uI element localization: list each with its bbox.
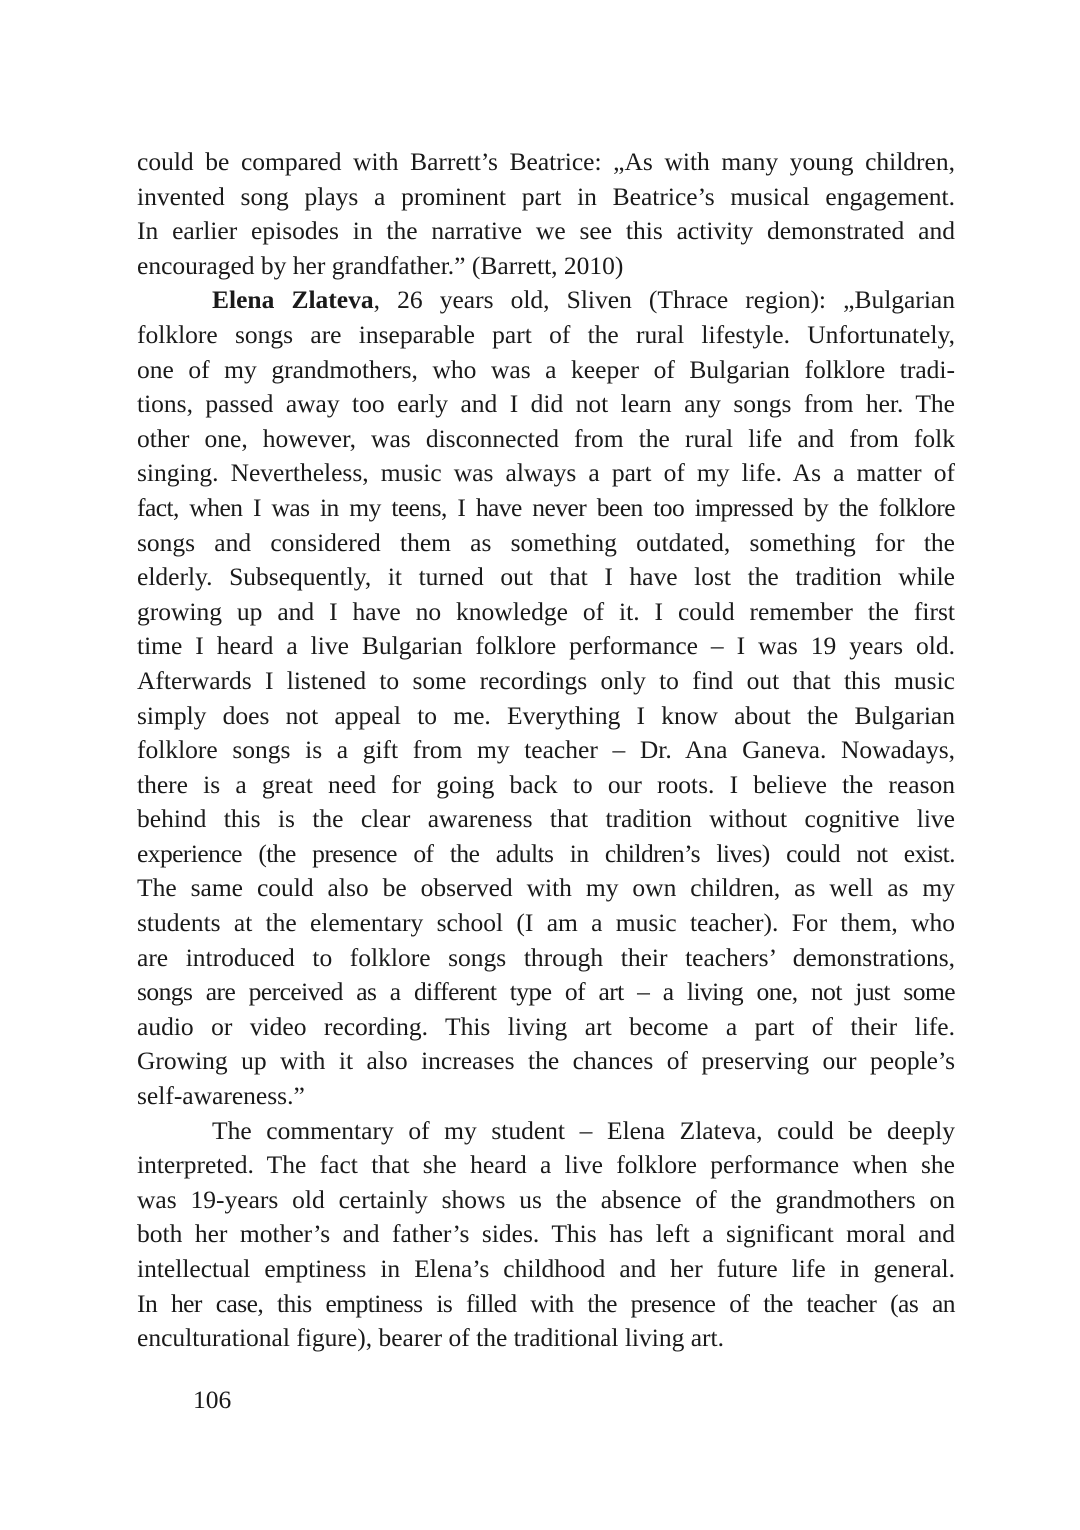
text-line — [137, 1148, 955, 1183]
text-line — [137, 629, 955, 664]
line-text: intellectual emptiness in Elena’s childhood and her future life in general. — [137, 1254, 955, 1283]
text-line — [137, 1183, 955, 1218]
text-line — [137, 733, 955, 768]
line-text: Growing up with it also increases the chances of preserving our people’s — [137, 1046, 955, 1076]
page-number: 106 — [193, 1385, 232, 1414]
line-text: , 26 years old, Sliven (Thrace region): „Bulgarian — [373, 285, 955, 315]
line-text: The same could also be observed with my own children, as well as my — [137, 873, 955, 903]
text-line — [137, 214, 955, 249]
text-line — [137, 1044, 955, 1079]
text-line — [137, 560, 955, 595]
line-text: are introduced to folklore songs through their teachers’ demonstrations, — [137, 942, 955, 972]
line-text: simply does not appeal to me. Everything I know about the Bulgarian — [137, 700, 955, 730]
line-text: folklore songs are inseparable part of the rural lifestyle. Unfortunately, — [137, 319, 955, 349]
line-text: growing up and I have no knowledge of it. I could remember the first — [137, 596, 955, 626]
line-text: was 19-years old certainly shows us the absence of the grandmothers on — [137, 1184, 955, 1214]
line-text: interpreted. The fact that she heard a live folklore performance when she — [137, 1150, 955, 1180]
text-line — [137, 1079, 955, 1114]
line-text: The commentary of my student – Elena Zlateva, could be deeply — [212, 1115, 955, 1145]
page-body-text — [137, 145, 955, 1356]
line-text: fact, when I was in my teens, I have never been too impressed by the folklore — [137, 492, 955, 522]
line-text: songs are perceived as a different type of art – a living one, not just some — [137, 977, 955, 1007]
text-line — [137, 318, 955, 353]
line-text: encouraged by her grandfather.” (Barrett, 2010) — [137, 250, 624, 280]
line-text: tions, passed away too early and I did not learn any songs from her. The — [137, 389, 955, 419]
text-line — [137, 837, 955, 872]
text-line — [137, 768, 955, 803]
paragraph — [137, 1114, 955, 1356]
text-line — [137, 802, 955, 837]
text-line — [137, 1287, 955, 1322]
text-line — [137, 975, 955, 1010]
line-text: there is a great need for going back to our roots. I believe the reason — [137, 769, 955, 799]
line-text: audio or video recording. This living art become a part of their life. — [137, 1011, 955, 1041]
text-line — [137, 871, 955, 906]
line-text: could be compared with Barrett’s Beatrice: „As with many young children, — [137, 147, 955, 176]
line-text: experience (the presence of the adults in children’s lives) could not exist. — [137, 838, 955, 868]
line-text: invented song plays a prominent part in Beatrice’s musical engagement. — [137, 181, 955, 211]
line-text: songs and considered them as something outdated, something for the — [137, 527, 955, 557]
line-text: In her case, this emptiness is filled with the presence of the teacher (as an — [137, 1288, 955, 1318]
line-text: In earlier episodes in the narrative we see this activity demonstrated and — [137, 216, 955, 246]
text-line — [137, 283, 955, 318]
text-line — [137, 145, 955, 180]
line-text: students at the elementary school (I am a music teacher). For them, who — [137, 908, 955, 938]
line-text: enculturational figure), bearer of the traditional living art. — [137, 1323, 724, 1353]
text-line — [137, 699, 955, 734]
line-text: one of my grandmothers, who was a keeper of Bulgarian folklore tradi- — [137, 354, 955, 384]
text-line — [137, 664, 955, 699]
line-text: time I heard a live Bulgarian folklore performance – I was 19 years old. — [137, 631, 955, 661]
text-line — [137, 1321, 955, 1356]
text-line — [137, 387, 955, 422]
line-text: elderly. Subsequently, it turned out that I have lost the tradition while — [137, 562, 955, 592]
paragraph — [137, 145, 955, 283]
paragraph — [137, 283, 955, 1113]
text-line — [137, 1252, 955, 1287]
text-line — [137, 1217, 955, 1252]
line-text: Afterwards I listened to some recordings only to find out that this music — [137, 665, 955, 695]
text-line — [137, 353, 955, 388]
text-line — [137, 526, 955, 561]
speaker-name: Elena Zlateva — [212, 285, 374, 315]
line-text: folklore songs is a gift from my teacher – Dr. Ana Ganeva. Nowadays, — [137, 735, 955, 765]
text-line — [137, 906, 955, 941]
text-line — [137, 249, 955, 284]
text-line — [137, 941, 955, 976]
text-line — [137, 595, 955, 630]
text-line — [137, 422, 955, 457]
line-text: singing. Nevertheless, music was always a part of my life. As a matter of — [137, 458, 955, 488]
line-text: self-awareness.” — [137, 1081, 305, 1111]
text-line — [137, 1010, 955, 1045]
text-line — [137, 491, 955, 526]
text-line — [137, 1114, 955, 1149]
text-line — [137, 456, 955, 491]
line-text: other one, however, was disconnected from the rural life and from folk — [137, 423, 955, 453]
line-text: behind this is the clear awareness that tradition without cognitive live — [137, 804, 955, 834]
text-line — [137, 180, 955, 215]
line-text: both her mother’s and father’s sides. This has left a significant moral and — [137, 1219, 955, 1249]
